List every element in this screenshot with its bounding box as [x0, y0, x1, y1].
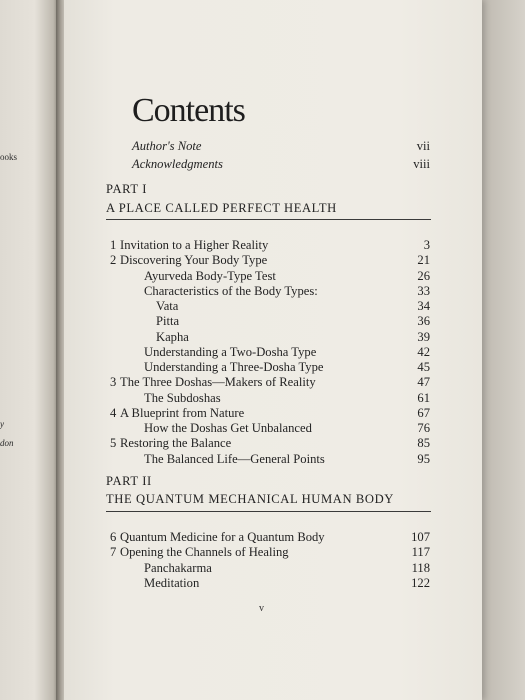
- toc-entry-title: Understanding a Three-Dosha Type: [144, 360, 324, 374]
- toc-entry-page: 34: [417, 299, 430, 313]
- toc-entry-title: Author's Note: [132, 139, 202, 153]
- background: [482, 0, 525, 700]
- toc-entry-page: 36: [417, 314, 430, 329]
- part-label: PART II: [106, 474, 152, 488]
- part-divider: [106, 219, 431, 220]
- part-title: A PLACE CALLED PERFECT HEALTH: [106, 201, 337, 215]
- toc-entry-title: Kapha: [156, 329, 189, 344]
- toc-entry-title: A Blueprint from Nature: [120, 405, 245, 420]
- left-page-fragment: don: [0, 438, 14, 448]
- toc-entry-title: Acknowledgments: [132, 157, 223, 171]
- toc-entry-page: vii: [416, 139, 430, 153]
- toc-entry-page: 45: [417, 360, 430, 374]
- part-label: PART I: [106, 182, 147, 196]
- toc-chapter-number: 4: [110, 405, 117, 420]
- toc-chapter-number: 7: [110, 545, 117, 560]
- toc-chapter-number: 1: [110, 238, 117, 252]
- toc-entry-page: 107: [411, 530, 430, 544]
- left-page-fragment: ooks: [0, 152, 18, 162]
- toc-entry-page: viii: [413, 157, 430, 171]
- part-title: THE QUANTUM MECHANICAL HUMAN BODY: [106, 492, 394, 506]
- page-number: v: [259, 603, 264, 614]
- toc-entry-page: 95: [417, 451, 430, 466]
- toc-entry-page: 42: [417, 344, 430, 359]
- toc-entry-title: Understanding a Two-Dosha Type: [144, 344, 317, 359]
- toc-entry-page: 26: [417, 268, 430, 283]
- toc-entry-page: 122: [411, 575, 430, 590]
- toc-entry-page: 33: [417, 283, 430, 298]
- toc-entry-title: Panchakarma: [144, 560, 212, 575]
- toc-chapter-number: 5: [110, 436, 117, 451]
- toc-entry-page: 67: [417, 405, 430, 420]
- toc-entry-page: 47: [417, 375, 430, 390]
- toc-entry-title: Vata: [156, 299, 179, 313]
- toc-entry-page: 61: [417, 390, 430, 405]
- toc-entry-title: Ayurveda Body-Type Test: [144, 268, 276, 283]
- toc-entry-title: The Three Doshas—Makers of Reality: [120, 375, 316, 390]
- toc-entry-page: 21: [417, 253, 430, 268]
- page-title: Contents: [132, 92, 245, 129]
- toc-chapter-number: 2: [110, 253, 117, 268]
- toc-entry-title: Restoring the Balance: [120, 436, 232, 451]
- toc-entry-title: The Subdoshas: [144, 390, 221, 405]
- toc-entry-page: 118: [411, 560, 430, 575]
- toc-entry-page: 3: [423, 238, 430, 252]
- part-divider: [106, 511, 431, 512]
- toc-entry-title: Quantum Medicine for a Quantum Body: [120, 530, 325, 544]
- toc-entry-page: 117: [411, 545, 430, 560]
- toc-entry-page: 76: [417, 421, 430, 435]
- toc-entry-page: 85: [417, 436, 430, 451]
- toc-entry-title: Pitta: [156, 314, 180, 329]
- toc-entry-page: 39: [417, 329, 430, 344]
- toc-entry-title: The Balanced Life—General Points: [144, 451, 325, 466]
- toc-entry-title: Meditation: [144, 575, 200, 590]
- left-page-fragment: y: [0, 419, 4, 429]
- toc-chapter-number: 3: [110, 375, 117, 390]
- toc-entry-title: Characteristics of the Body Types:: [144, 283, 318, 298]
- toc-entry-title: Opening the Channels of Healing: [120, 545, 289, 560]
- toc-chapter-number: 6: [110, 530, 117, 544]
- toc-entry-title: Discovering Your Body Type: [120, 253, 268, 268]
- toc-entry-title: Invitation to a Higher Reality: [120, 238, 269, 252]
- contents-page: [64, 0, 482, 700]
- previous-page: [0, 0, 58, 700]
- toc-entry-title: How the Doshas Get Unbalanced: [144, 421, 312, 435]
